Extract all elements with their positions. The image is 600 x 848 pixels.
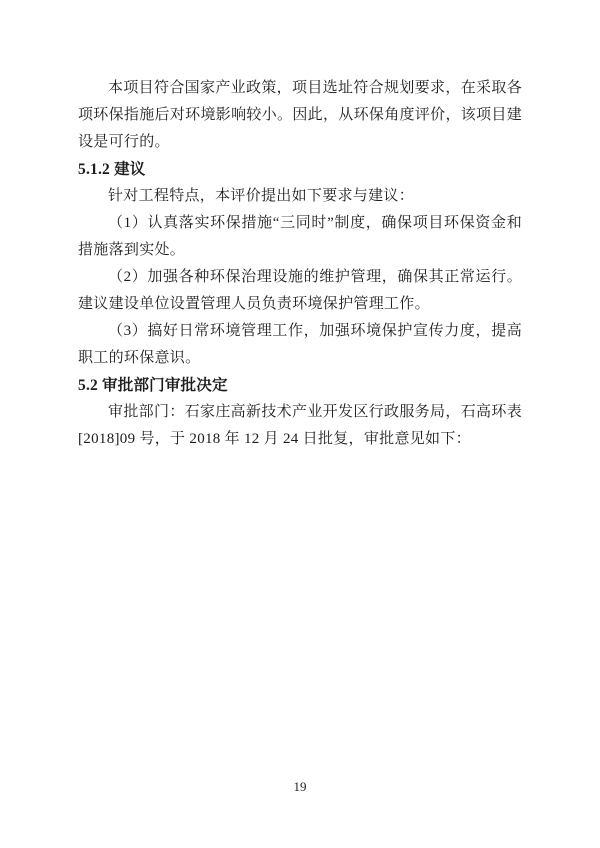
document-content <box>78 75 522 453</box>
paragraph-approval-department: 审批部门：石家庄高新技术产业开发区行政服务局，石高环表[2018]09 号，于 2018 年 12 月 24 日批复，审批意见如下： <box>78 404 522 447</box>
heading-5-2-approval-decision: 5.2 审批部门审批决定 <box>78 377 228 394</box>
paragraph-recommendations-intro: 针对工程特点，本评价提出如下要求与建议： <box>108 188 415 204</box>
heading-5-1-2-recommendations: 5.1.2 建议 <box>78 161 146 178</box>
paragraph-conclusion: 本项目符合国家产业政策，项目选址符合规划要求，在采取各项环保指施后对环境影响较小。因此，从环保角度评价，该项目建设是可行的。 <box>78 80 522 150</box>
page-number: 19 <box>293 779 307 794</box>
recommendation-item-3: （3）搞好日常环境管理工作，加强环境保护宣传力度，提高职工的环保意识。 <box>78 323 522 366</box>
recommendation-item-1: （1）认真落实环保措施“三同时”制度，确保项目环保资金和措施落到实处。 <box>78 215 522 258</box>
recommendation-item-2: （2）加强各种环保治理设施的维护管理，确保其正常运行。建议建设单位设置管理人员负责环境保护管理工作。 <box>78 269 522 312</box>
